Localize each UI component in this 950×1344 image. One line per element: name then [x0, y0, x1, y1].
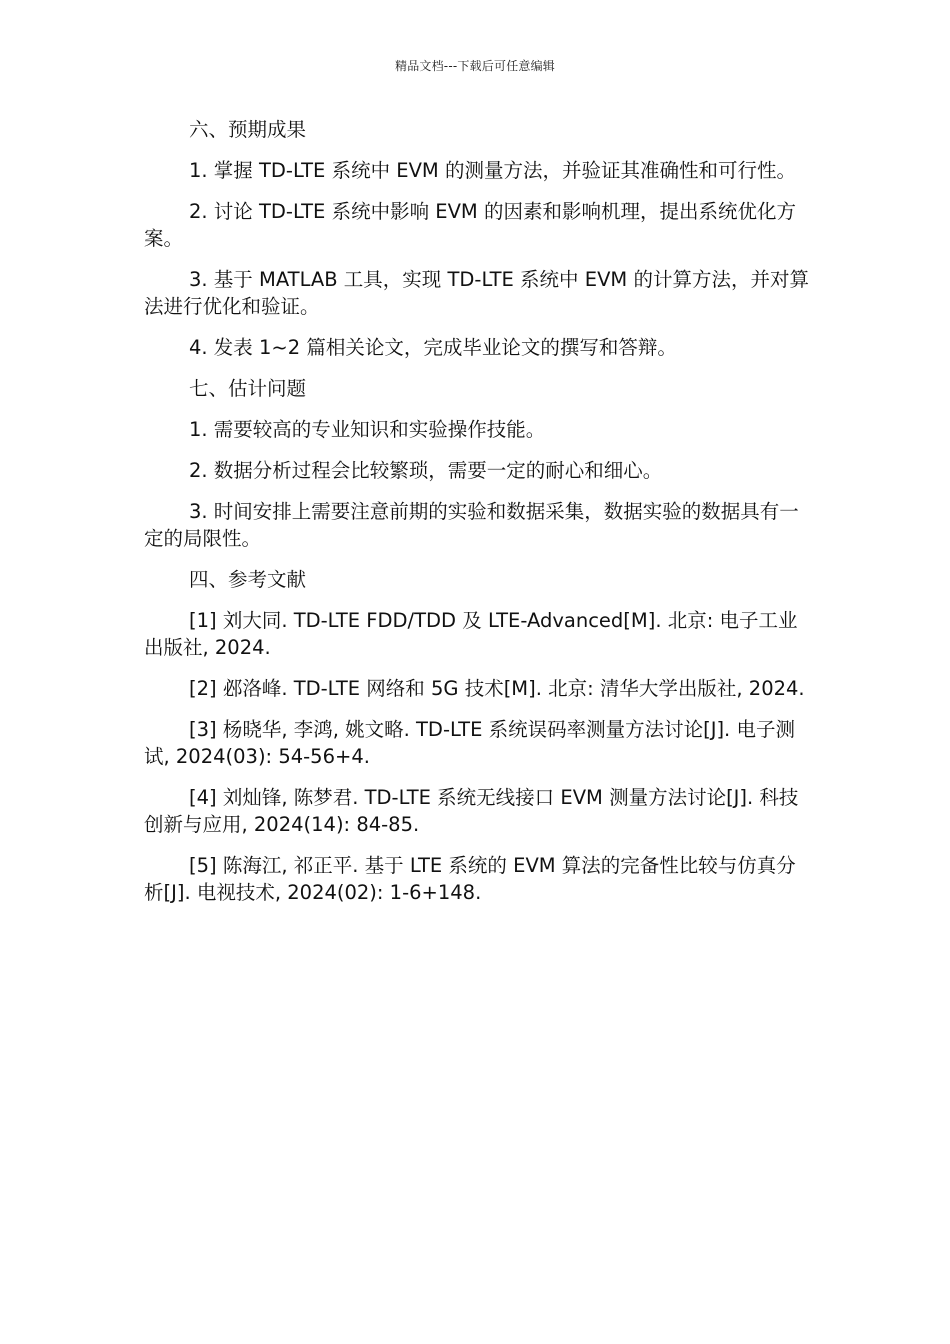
expected-result-item: 2. 讨论 TD-LTE 系统中影响 EVM 的因素和影响机理，提出系统优化方案。: [144, 200, 796, 250]
reference-item: [5] 陈海江, 祁正平. 基于 LTE 系统的 EVM 算法的完备性比较与仿真分析[J]. 电视技术, 2024(02): 1-6+148.: [144, 854, 796, 904]
expected-result-item: 4. 发表 1~2 篇相关论文，完成毕业论文的撰写和答辩。: [189, 336, 677, 359]
section-heading-estimated-problems: 七、估计问题: [189, 377, 307, 400]
estimated-problem-item: 2. 数据分析过程会比较繁琐，需要一定的耐心和细心。: [189, 459, 663, 482]
expected-result-item: 1. 掌握 TD-LTE 系统中 EVM 的测量方法，并验证其准确性和可行性。: [189, 159, 796, 182]
estimated-problem-item: 3. 时间安排上需要注意前期的实验和数据采集，数据实验的数据具有一定的局限性。: [144, 500, 799, 550]
reference-item: [4] 刘灿锋, 陈梦君. TD-LTE 系统无线接口 EVM 测量方法讨论[J]. 科技创新与应用, 2024(14): 84-85.: [144, 786, 799, 836]
page-header: 精品文档---下载后可任意编辑: [395, 59, 555, 73]
document-body: [144, 116, 810, 920]
reference-item: [1] 刘大同. TD-LTE FDD/TDD 及 LTE-Advanced[M]. 北京: 电子工业出版社, 2024.: [144, 609, 798, 659]
reference-item: [3] 杨晓华, 李鸿, 姚文略. TD-LTE 系统误码率测量方法讨论[J]. 电子测试, 2024(03): 54-56+4.: [144, 718, 795, 768]
section-heading-references: 四、参考文献: [189, 568, 307, 591]
estimated-problem-item: 1. 需要较高的专业知识和实验操作技能。: [189, 418, 546, 441]
section-heading-expected-results: 六、预期成果: [189, 118, 307, 141]
expected-result-item: 3. 基于 MATLAB 工具，实现 TD-LTE 系统中 EVM 的计算方法，并对算法进行优化和验证。: [144, 268, 809, 318]
reference-item: [2] 邲洛峰. TD-LTE 网络和 5G 技术[M]. 北京: 清华大学出版社, 2024.: [189, 677, 805, 700]
